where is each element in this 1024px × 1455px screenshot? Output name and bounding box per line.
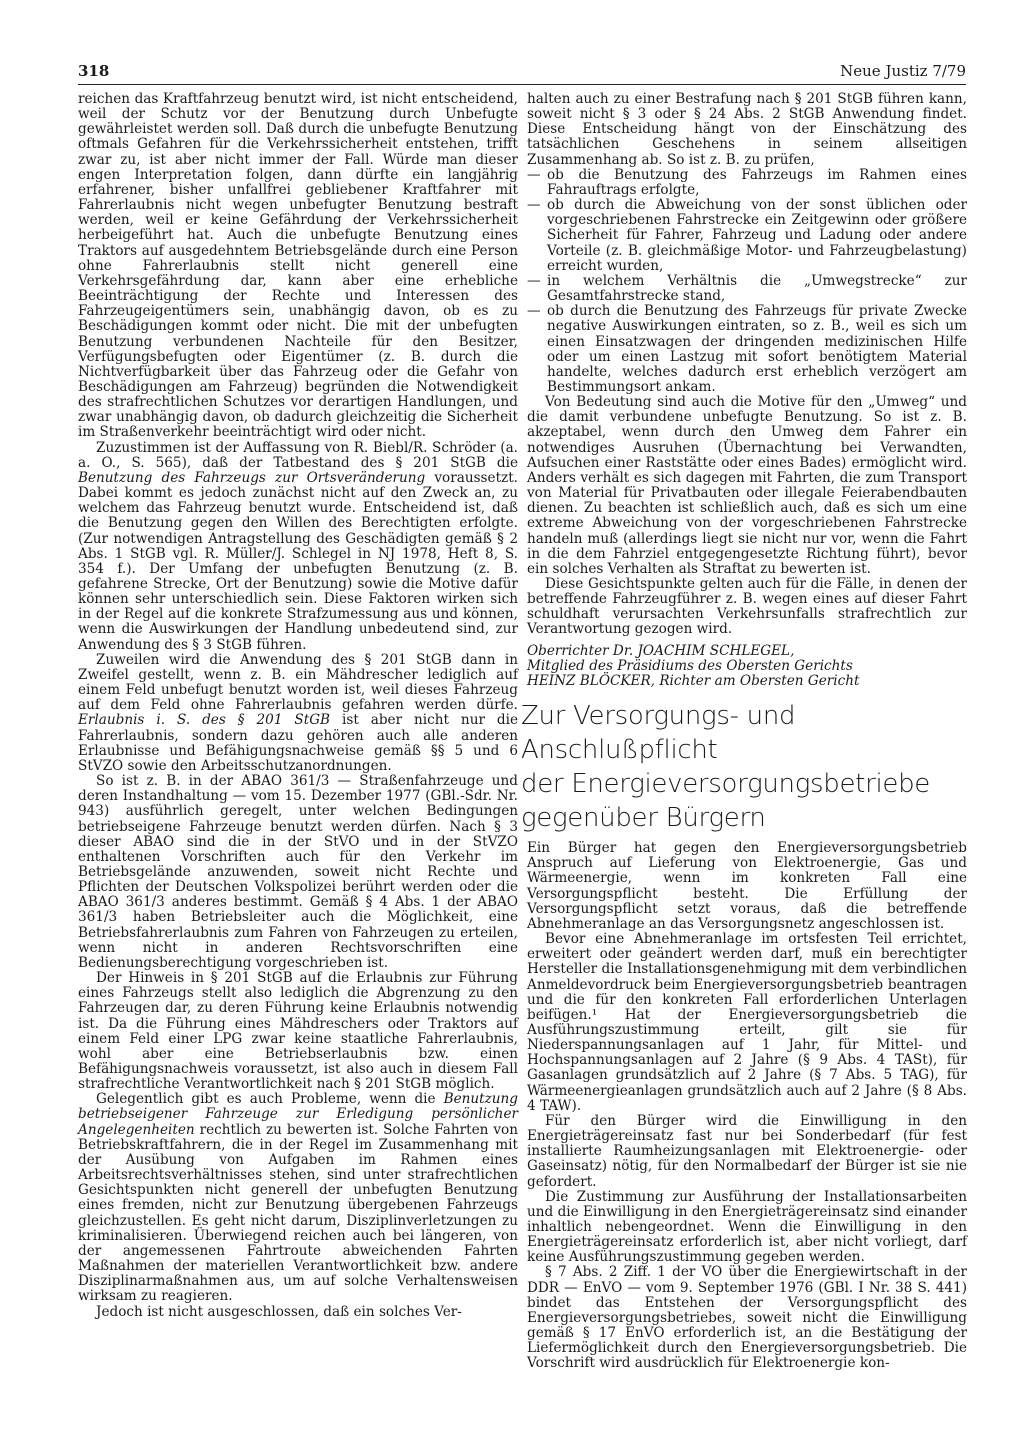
paragraph: Ein Bürger hat gegen den Energieversorgungsbetrieb Anspruch auf Lieferung von Elektroenergie, Gas und Wärmeenergie, wenn im konkreten Fall eine Versorgungspflicht besteht. Die Erfüllung der Versorgungspflicht setzt voraus, daß die betreffende Abnehmeranlage an das Versorgungsnetz angeschlossen ist. bbox=[527, 840, 967, 932]
paragraph: Bevor eine Abnehmeranlage im ortsfesten Teil errichtet, erweitert oder geändert werden darf, muß ein berechtigter Hersteller die Installationsgenehmigung mit dem verbindlichen Anmeldevordruck beim Energieversorgungsbetrieb beantragen und die für den konkreten Fall erforderlichen Unterlagen beifügen.¹ Hat der Energieversorgungsbetrieb die Ausführungszustimmung erteilt, gilt sie für Niederspannungsanlagen auf 1 Jahr, für Mittel- und Hochspannungsanlagen auf 2 Jahre (§ 9 Abs. 4 TASt), für Gasanlagen grundsätzlich auf 2 Jahre (§ 7 Abs. 5 TAG), für Wärmeenergieanlagen grundsätzlich auch auf 2 Jahre (§ 8 Abs. 4 TAW). bbox=[527, 931, 967, 1114]
text-run: rechtlich zu bewerten ist. Solche Fahrten von Betriebskraftfahrern, die in der Regel im Zusammenhang mit der Ausübung von Aufgaben im Rahmen eines Arbeitsrechtsverhältnisses stehen, sind unter strafrechtlichen Gesichtspunkten nicht generell der unbefugten Benutzung eines fremden, nicht zur Benutzung übergebenen Fahrzeugs gleichzustellen. Es geht nicht darum, Disziplinverletzungen zu kriminalisieren. Überwiegend reichen auch bei längeren, von der angemessenen Fahrtroute abweichenden Fahrten Maßnahmen der materiellen Verantwortlichkeit bzw. andere Disziplinarmaßnahmen aus, um auf solche Verhaltensweisen wirksam zu reagieren. bbox=[78, 1121, 518, 1305]
page-header bbox=[78, 62, 966, 84]
list-item: — in welchem Verhältnis die „Umwegstrecke“ zur Gesamtfahrstrecke stand, bbox=[547, 274, 967, 304]
left-column bbox=[78, 92, 518, 1320]
paragraph: Diese Gesichtspunkte gelten auch für die Fälle, in denen der betreffende Fahrzeugführer z. B. wegen eines auf dieser Fahrt schuldhaft verursachten Verkehrsunfalls strafrechtlich zur Verantwortung gezogen wird. bbox=[527, 576, 967, 638]
text-run: voraussetzt. Dabei kommt es jedoch zunächst nicht auf den Zweck an, zu welchem das Fahrzeug benutzt wurde. Entscheidend ist, daß die Benutzung gegen den Willen des Berechtigten erfolgte. (Zur notwendigen Antragstellung des Geschädigten gemäß § 2 Abs. 1 StGB vgl. R. Müller/J. Schlegel in NJ 1978, Heft 8, S. 354 f.). Der Umfang der unbefugten Benutzung (z. B. gefahrene Strecke, Ort der Benutzung) sowie die Motive dafür können sehr unterschiedlich sein. Diese Faktoren wirken sich in der Regel auf die konkrete Strafzumessung aus und können, wenn die Auswirkungen der Handlung unbedeutend sind, zur Anwendung des § 3 StGB führen. bbox=[78, 469, 518, 653]
paragraph bbox=[78, 1092, 518, 1304]
paragraph: Von Bedeutung sind auch die Motive für den „Umweg“ und die damit verbundene unbefugte Benutzung. So ist z. B. akzeptabel, wenn durch den Umweg dem Fahrer ein notwendiges Ausruhen (Übernachtung bei Verwandten, Aufsuchen einer Raststätte oder eines Bades) ermöglicht wird. Anders verhält es sich dagegen mit Fahrten, die zum Transport von Material für Privatbauten oder illegale Feierabendbauten dienen. Zu beachten ist schließlich auch, daß es sich um eine extreme Abweichung von der vorgeschriebenen Fahrstrecke handeln muß (allerdings liegt sie nicht nur vor, wenn die Fahrt in die dem Fahrziel entgegengesetzte Richtung führt), bevor ein solches Verhalten als Straftat zu bewerten ist. bbox=[527, 394, 967, 577]
text-run: ist aber nicht nur die Fahrerlaubnis, sondern dazu gehören auch alle anderen Erlaubnisse und Befähigungsnachweise gemäß §§ 5 und 6 StVZO sowie den Arbeitsschutzanordnungen. bbox=[78, 712, 518, 774]
text-run: Zuweilen wird die Anwendung des § 201 StGB dann in Zweifel gestellt, wenn z. B. ein Mähdrescher lediglich auf einem Feld unbefugt benutzt worden ist, weil dieses Fahrzeug auf dem Feld ohne Fahrerlaubnis gefahren werden dürfe. bbox=[78, 651, 518, 714]
heading-line: Zur Versorgungs- und Anschlußpflicht bbox=[521, 701, 796, 766]
emphasis: Erlaubnis i. S. des § 201 StGB bbox=[78, 712, 331, 729]
paragraph: Jedoch ist nicht ausgeschlossen, daß ein solches Ver- bbox=[96, 1303, 462, 1320]
author-signature bbox=[527, 644, 967, 689]
header-rule bbox=[78, 84, 966, 85]
paragraph bbox=[78, 653, 518, 774]
list-item: — ob durch die Abweichung von der sonst üblichen oder vorgeschriebenen Fahrstrecke ein Zeitgewinn oder größere Sicherheit für Fahrer, Fahrzeug und Ladung oder andere Vorteile (z. B. gleichmäßige Motor- und Fahrzeugbelastung) erreicht wurden, bbox=[547, 198, 967, 274]
paragraph: reichen das Kraftfahrzeug benutzt wird, ist nicht entscheidend, weil der Schutz vor der Benutzung durch Unbefugte gewährleistet werden soll. Daß durch die unbefugte Benutzung oftmals Gefahren für die Verkehrssicherheit entstehen, trifft zwar zu, ist aber nicht immer der Fall. Würde man dieser engen Interpretation folgen, dann dürfte ein langjährig erfahrener, bisher unfallfrei gebliebener Kraftfahrer mit Fahrerlaubnis nicht wegen unbefugter Benutzung bestraft werden, weil er keine Gefährdung der Verkehrssicherheit herbeigeführt hat. Auch die unbefugte Benutzung eines Traktors auf ausgedehntem Betriebsgelände durch eine Person ohne Fahrerlaubnis stellt nicht generell eine Verkehrsgefährdung dar, kann aber eine erhebliche Beeinträchtigung der Rechte und Interessen des Fahrzeugeigentümers sein, unabhängig davon, ob es zu Beschädigungen kommt oder nicht. Die mit der unbefugten Benutzung verbundenen Nachteile für den Besitzer, Verfügungsbefugten oder Eigentümer (z. B. durch die Nichtverfügbarkeit über das Fahrzeug oder die Gefahr von Beschädigungen am Fahrzeug) begründen die Notwendigkeit des strafrechtlichen Schutzes vor derartigen Handlungen, und zwar unabhängig davon, ob dadurch gleichzeitig die Sicherheit im Straßenverkehr beeinträchtigt wird oder nicht. bbox=[78, 91, 518, 441]
paragraph: Die Zustimmung zur Ausführung der Installationsarbeiten und die Einwilligung in den Energieträgereinsatz sind einander inhaltlich nebengeordnet. Wenn die Einwilligung in den Energieträgereinsatz erforderlich ist, aber nicht vorliegt, darf keine Ausführungszustimmung gegeben werden. bbox=[527, 1188, 967, 1266]
journal-issue: Neue Justiz 7/79 bbox=[840, 62, 966, 80]
emphasis: Benutzung betriebseigener Fahrzeuge zur Erledigung persönlicher Angelegenheiten bbox=[78, 1091, 518, 1138]
paragraph: Für den Bürger wird die Einwilligung in den Energieträgereinsatz fast nur bei Sonderbedarf (für fest installierte Raumheizungsanlagen mit Elektroenergie- oder Gaseinsatz) nötig, für den Normalbedarf der Bürger ist sie nie gefordert. bbox=[527, 1112, 967, 1190]
right-column bbox=[521, 91, 967, 1372]
paragraph: halten auch zu einer Bestrafung nach § 201 StGB führen kann, soweit nicht § 3 oder § 24 Abs. 2 StGB Anwendung findet. Diese Entscheidung hängt von der Einschätzung des tatsächlichen Geschehens in seinem allseitigen Zusammenhang ab. So ist z. B. zu prüfen, bbox=[527, 91, 967, 168]
list-item: — ob die Benutzung des Fahrzeugs im Rahmen eines Fahrauftrags erfolgte, bbox=[547, 168, 967, 198]
paragraph bbox=[78, 441, 518, 653]
signature-line: Oberrichter Dr. JOACHIM SCHLEGEL, bbox=[527, 642, 795, 659]
article-heading bbox=[521, 699, 967, 835]
signature-line: Mitglied des Präsidiums des Obersten Gerichts bbox=[527, 657, 853, 674]
text-run: Zuzustimmen ist der Auffassung von R. Biebl/R. Schröder (a. a. O., S. 565), daß der Tatbestand des § 201 StGB die bbox=[78, 439, 518, 471]
text-run: Gelegentlich gibt es auch Probleme, wenn die bbox=[96, 1091, 444, 1108]
criteria-list bbox=[527, 168, 967, 395]
page-number: 318 bbox=[78, 62, 110, 80]
paragraph: So ist z. B. in der ABAO 361/3 — Straßenfahrzeuge und deren Instandhaltung — vom 15. Dezember 1977 (GBl.-Sdr. Nr. 943) ausführlich geregelt, unter welchen Bedingungen betriebseigene Fahrzeuge benutzt werden dürfen. Nach § 3 dieser ABAO sind die in der StVO und in der StVZO enthaltenen Vorschriften auch für den Verkehr im Betriebsgelände anzuwenden, soweit nicht Rechte und Pflichten der Deutschen Volkspolizei berührt werden oder die ABAO 361/3 anderes bestimmt. Gemäß § 4 Abs. 1 der ABAO 361/3 haben Betriebsleiter auch die Möglichkeit, eine Betriebsfahrerlaubnis zum Fahren von Fahrzeugen zu erteilen, wenn nicht in anderen Rechtsvorschriften eine Bedienungsberechtigung vorgeschrieben ist. bbox=[78, 773, 518, 971]
signature-line: HEINZ BLÖCKER, Richter am Obersten Gericht bbox=[527, 672, 860, 689]
emphasis: Benutzung des Fahrzeugs zur Ortsveränderung bbox=[78, 469, 426, 486]
paragraph: Der Hinweis in § 201 StGB auf die Erlaubnis zur Führung eines Fahrzeugs stellt also lediglich die Abgrenzung zu den Fahrzeugen dar, zu deren Führung keine Erlaubnis notwendig ist. Da die Führung eines Mähdreschers oder Traktors auf einem Feld einer LPG zwar keine staatliche Fahrerlaubnis, wohl aber eine Betriebserlaubnis bzw. einen Befähigungsnachweis voraussetzt, ist also auch in diesem Fall strafrechtliche Verantwortlichkeit nach § 201 StGB möglich. bbox=[78, 970, 518, 1093]
heading-line: gegenüber Bürgern bbox=[521, 803, 766, 834]
heading-line: der Energieversorgungsbetriebe bbox=[521, 769, 930, 800]
list-item: — ob durch die Benutzung des Fahrzeugs für private Zwecke negative Auswirkungen eintraten, so z. B., weil es sich um einen Einsatzwagen der dringenden medizinischen Hilfe oder um einen Lastzug mit sofort benötigtem Material handelte, welches dadurch erst erheblich verzögert am Bestimmungsort ankam. bbox=[547, 304, 967, 395]
paragraph: § 7 Abs. 2 Ziff. 1 der VO über die Energiewirtschaft in der DDR — EnVO — vom 9. September 1976 (GBl. I Nr. 38 S. 441) bindet das Entstehen der Versorgungspflicht des Energieversorgungsbetriebes, soweit nicht die Einwilligung gemäß § 17 EnVO erforderlich ist, an die Bestätigung der Liefermöglichkeit durch den Energieversorgungsbetrieb. Die Vorschrift wird ausdrücklich für Elektroenergie kon- bbox=[527, 1264, 967, 1372]
